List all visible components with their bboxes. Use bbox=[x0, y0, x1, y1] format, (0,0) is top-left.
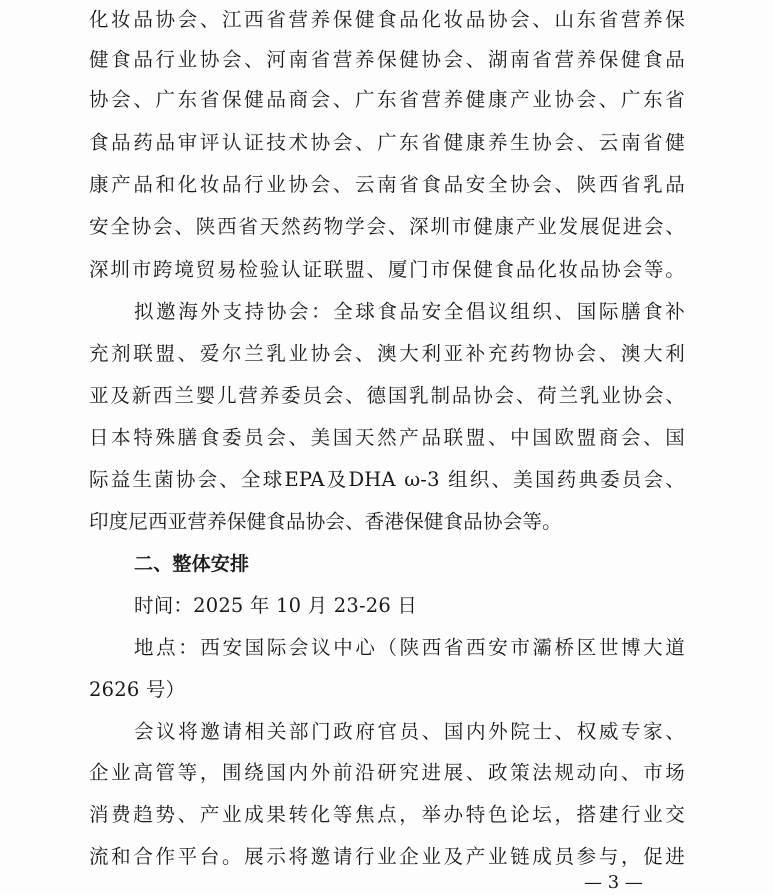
text-line: 印度尼西亚营养保健食品协会、香港保健食品协会等。 bbox=[89, 510, 562, 533]
text-line: 充剂联盟、爱尔兰乳业协会、澳大利亚补充药物协会、澳大利 bbox=[89, 342, 685, 365]
page-number: — 3 — bbox=[584, 872, 643, 893]
text-line: 流和合作平台。展示将邀请行业企业及产业链成员参与，促进 bbox=[89, 845, 685, 868]
text-line: 2626 号） bbox=[89, 678, 186, 701]
text-line: 消费趋势、产业成果转化等焦点，举办特色论坛，搭建行业交 bbox=[89, 803, 685, 826]
text-line: 深圳市跨境贸易检验认证联盟、厦门市保健食品化妆品协会等。 bbox=[89, 258, 685, 281]
text-line: 际益生菌协会、全球EPA及DHA ω-3 组织、美国药典委员会、 bbox=[89, 468, 685, 491]
text-line: 协会、广东省保健品商会、广东省营养健康产业协会、广东省 bbox=[89, 88, 685, 111]
text-line: 会议将邀请相关部门政府官员、国内外院士、权威专家、 bbox=[134, 720, 685, 743]
text-line: 地点：西安国际会议中心（陕西省西安市灞桥区世博大道 bbox=[134, 636, 685, 659]
section-heading: 二、整体安排 bbox=[134, 553, 250, 575]
text-line: 康产品和化妆品行业协会、云南省食品安全协会、陕西省乳品 bbox=[89, 173, 685, 196]
text-line: 化妆品协会、江西省营养保健食品化妆品协会、山东省营养保 bbox=[89, 8, 685, 31]
text-line: 安全协会、陕西省天然药物学会、深圳市健康产业发展促进会、 bbox=[89, 215, 685, 238]
text-line: 亚及新西兰婴儿营养委员会、德国乳制品协会、荷兰乳业协会、 bbox=[89, 384, 685, 407]
text-line: 企业高管等，围绕国内外前沿研究进展、政策法规动向、市场 bbox=[89, 761, 685, 784]
text-line: 时间：2025 年 10 月 23-26 日 bbox=[134, 594, 418, 617]
text-line: 拟邀海外支持协会：全球食品安全倡议组织、国际膳食补 bbox=[134, 300, 685, 323]
text-line: 日本特殊膳食委员会、美国天然产品联盟、中国欧盟商会、国 bbox=[89, 426, 685, 449]
text-line: 健食品行业协会、河南省营养保健协会、湖南省营养保健食品 bbox=[89, 48, 685, 71]
text-line: 食品药品审评认证技术协会、广东省健康养生协会、云南省健 bbox=[89, 131, 685, 154]
